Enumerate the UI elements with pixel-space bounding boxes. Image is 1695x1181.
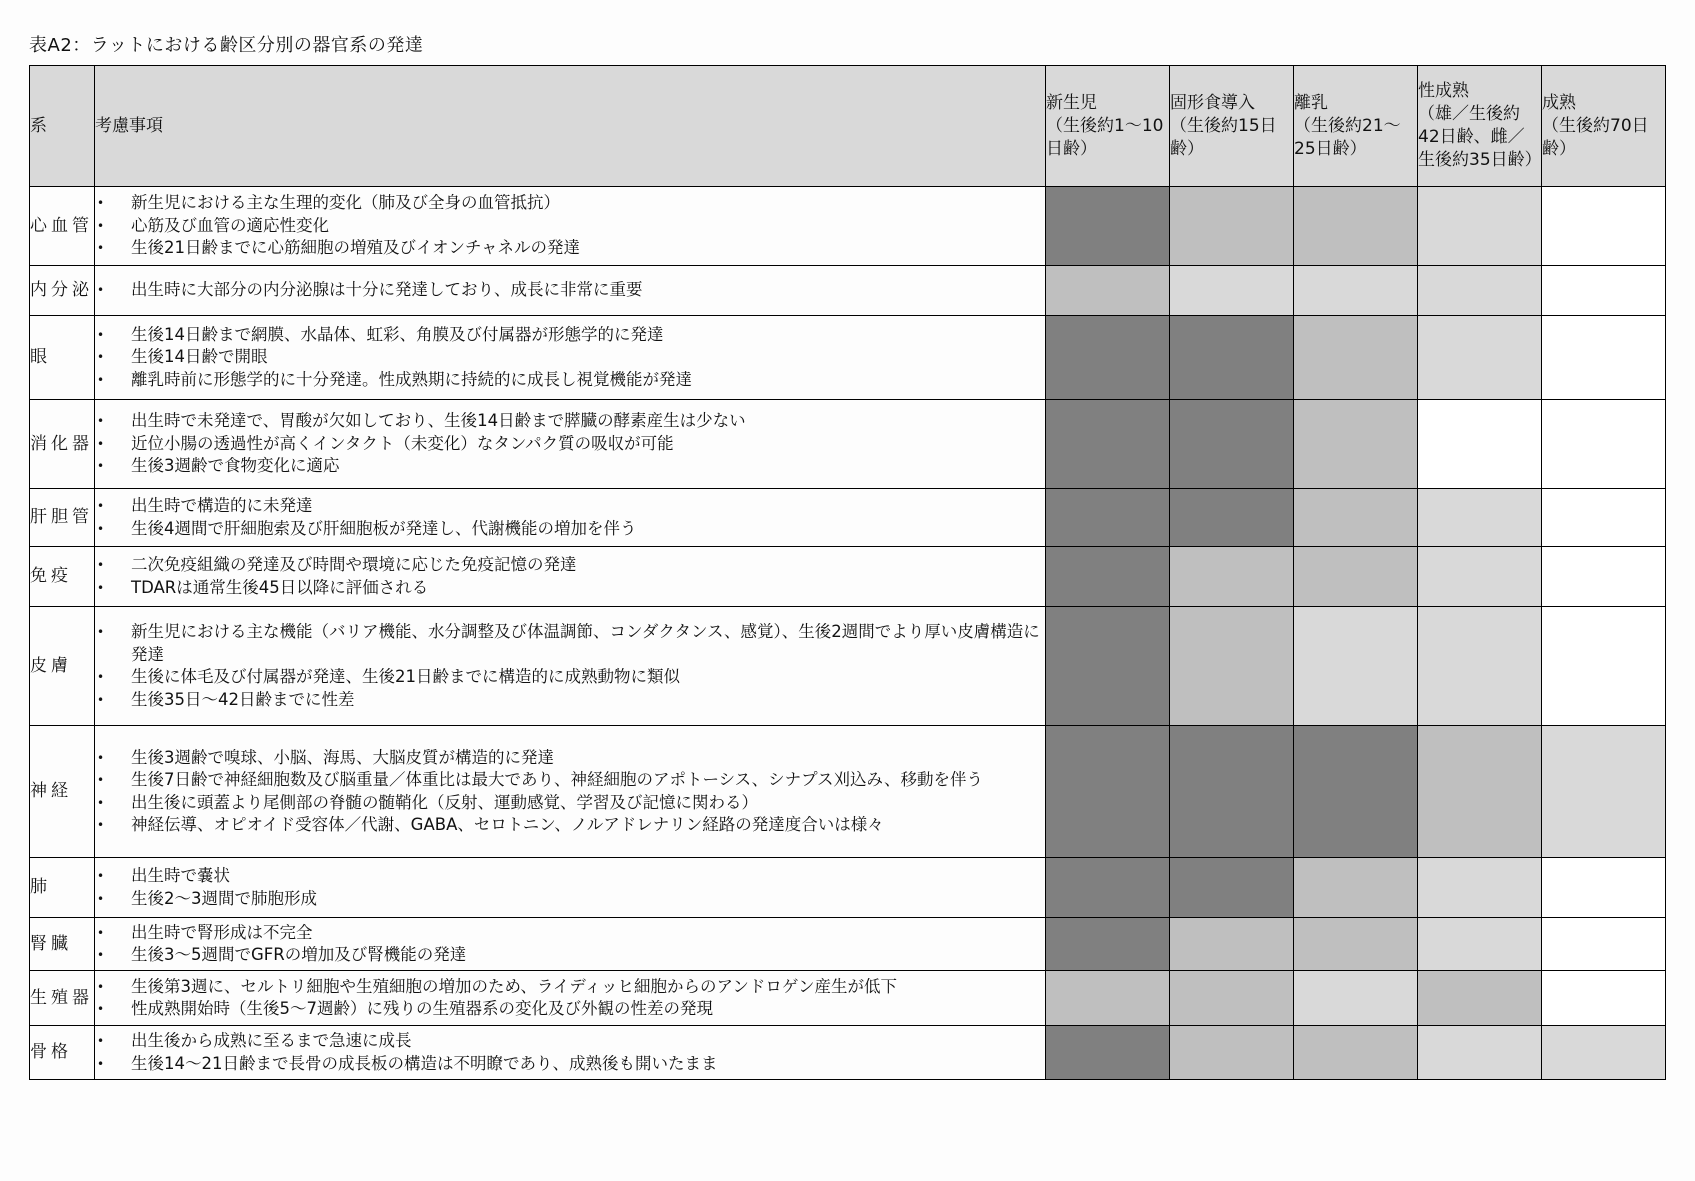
development-level-neonate bbox=[1046, 918, 1170, 971]
system-name: 骨格 bbox=[30, 1026, 95, 1080]
development-level-puberty bbox=[1418, 726, 1542, 858]
development-level-puberty bbox=[1418, 607, 1542, 726]
development-level-adult bbox=[1542, 489, 1666, 547]
header-stage-neonate bbox=[1046, 66, 1170, 187]
development-level-weaning bbox=[1294, 1026, 1418, 1080]
organ-development-table bbox=[29, 65, 1666, 1080]
stage-age: （雄／生後約42日齢、雌／生後約35日齢） bbox=[1418, 104, 1542, 170]
development-level-adult bbox=[1542, 187, 1666, 266]
development-level-solid-food bbox=[1170, 858, 1294, 918]
list-item: • 新生児における主な機能（バリア機能、水分調整及び体温調節、コンダクタンス、感覚）、生後2週間でより厚い皮膚構造に発達 bbox=[95, 621, 1045, 666]
header-row bbox=[30, 66, 1666, 187]
development-level-puberty bbox=[1418, 489, 1542, 547]
considerations-list bbox=[95, 495, 1045, 540]
stage-label: 新生児 bbox=[1046, 92, 1097, 113]
development-level-solid-food bbox=[1170, 400, 1294, 489]
table-row bbox=[30, 858, 1666, 918]
development-level-adult bbox=[1542, 1026, 1666, 1080]
development-level-neonate bbox=[1046, 547, 1170, 607]
development-level-puberty bbox=[1418, 918, 1542, 971]
considerations-list bbox=[95, 324, 1045, 392]
development-level-weaning bbox=[1294, 187, 1418, 266]
development-level-puberty bbox=[1418, 858, 1542, 918]
development-level-adult bbox=[1542, 726, 1666, 858]
considerations-list bbox=[95, 865, 1045, 910]
development-level-weaning bbox=[1294, 971, 1418, 1026]
stage-age: （生後約70日齢） bbox=[1542, 115, 1649, 159]
stage-label: 成熟 bbox=[1542, 92, 1576, 113]
development-level-neonate bbox=[1046, 266, 1170, 316]
list-item: • 新生児における主な生理的変化（肺及び全身の血管抵抗） bbox=[95, 192, 1045, 215]
development-level-neonate bbox=[1046, 607, 1170, 726]
list-item: • 生後21日齢までに心筋細胞の増殖及びイオンチャネルの発達 bbox=[95, 237, 1045, 260]
development-level-weaning bbox=[1294, 489, 1418, 547]
system-name: 心血管 bbox=[30, 187, 95, 266]
list-item: • 心筋及び血管の適応性変化 bbox=[95, 215, 1045, 238]
considerations-list bbox=[95, 554, 1045, 599]
table-row bbox=[30, 1026, 1666, 1080]
considerations-list bbox=[95, 747, 1045, 837]
list-item: • 出生後から成熟に至るまで急速に成長 bbox=[95, 1030, 1045, 1053]
considerations-list bbox=[95, 1030, 1045, 1075]
list-item: • 生後14日齢で開眼 bbox=[95, 346, 1045, 369]
header-considerations: 考慮事項 bbox=[95, 66, 1046, 187]
development-level-neonate bbox=[1046, 858, 1170, 918]
development-level-puberty bbox=[1418, 187, 1542, 266]
development-level-puberty bbox=[1418, 266, 1542, 316]
development-level-adult bbox=[1542, 971, 1666, 1026]
system-name: 神経 bbox=[30, 726, 95, 858]
list-item: • 生後3週齢で嗅球、小脳、海馬、大脳皮質が構造的に発達 bbox=[95, 747, 1045, 770]
considerations-list bbox=[95, 976, 1045, 1021]
considerations-list bbox=[95, 922, 1045, 967]
development-level-adult bbox=[1542, 316, 1666, 400]
development-level-solid-food bbox=[1170, 316, 1294, 400]
system-name: 消化器 bbox=[30, 400, 95, 489]
system-name: 腎臓 bbox=[30, 918, 95, 971]
considerations-cell bbox=[95, 489, 1046, 547]
list-item: • 生後35日〜42日齢までに性差 bbox=[95, 689, 1045, 712]
development-level-weaning bbox=[1294, 858, 1418, 918]
list-item: • 生後第3週に、セルトリ細胞や生殖細胞の増加のため、ライディッヒ細胞からのアンドロゲン産生が低下 bbox=[95, 976, 1045, 999]
table-row bbox=[30, 400, 1666, 489]
development-level-solid-food bbox=[1170, 187, 1294, 266]
considerations-cell bbox=[95, 316, 1046, 400]
considerations-cell bbox=[95, 1026, 1046, 1080]
development-level-solid-food bbox=[1170, 726, 1294, 858]
list-item: • 出生時で未発達で、胃酸が欠如しており、生後14日齢まで膵臓の酵素産生は少ない bbox=[95, 410, 1045, 433]
list-item: • 出生後に頭蓋より尾側部の脊髄の髄鞘化（反射、運動感覚、学習及び記憶に関わる） bbox=[95, 792, 1045, 815]
stage-age: （生後約21〜25日齢） bbox=[1294, 115, 1401, 159]
table-row bbox=[30, 971, 1666, 1026]
development-level-neonate bbox=[1046, 489, 1170, 547]
list-item: • 生後2〜3週間で肺胞形成 bbox=[95, 888, 1045, 911]
considerations-cell bbox=[95, 547, 1046, 607]
considerations-cell bbox=[95, 726, 1046, 858]
system-name: 皮膚 bbox=[30, 607, 95, 726]
development-level-neonate bbox=[1046, 726, 1170, 858]
development-level-adult bbox=[1542, 400, 1666, 489]
stage-age: （生後約15日齢） bbox=[1170, 115, 1277, 159]
development-level-neonate bbox=[1046, 400, 1170, 489]
development-level-solid-food bbox=[1170, 1026, 1294, 1080]
table-row bbox=[30, 266, 1666, 316]
list-item: • 生後3〜5週間でGFRの増加及び腎機能の発達 bbox=[95, 944, 1045, 967]
considerations-cell bbox=[95, 187, 1046, 266]
considerations-list bbox=[95, 279, 1045, 302]
system-name: 免疫 bbox=[30, 547, 95, 607]
list-item: • 神経伝導、オピオイド受容体／代謝、GABA、セロトニン、ノルアドレナリン経路の発達度合いは様々 bbox=[95, 814, 1045, 837]
table-body bbox=[30, 187, 1666, 1080]
list-item: • TDARは通常生後45日以降に評価される bbox=[95, 577, 1045, 600]
header-stage-puberty bbox=[1418, 66, 1542, 187]
system-name: 内分泌 bbox=[30, 266, 95, 316]
list-item: • 二次免疫組織の発達及び時間や環境に応じた免疫記憶の発達 bbox=[95, 554, 1045, 577]
development-level-solid-food bbox=[1170, 971, 1294, 1026]
table-row bbox=[30, 316, 1666, 400]
considerations-list bbox=[95, 621, 1045, 711]
development-level-adult bbox=[1542, 607, 1666, 726]
system-name: 眼 bbox=[30, 316, 95, 400]
development-level-weaning bbox=[1294, 726, 1418, 858]
considerations-cell bbox=[95, 400, 1046, 489]
considerations-cell bbox=[95, 918, 1046, 971]
considerations-list bbox=[95, 410, 1045, 478]
development-level-solid-food bbox=[1170, 918, 1294, 971]
development-level-adult bbox=[1542, 858, 1666, 918]
list-item: • 近位小腸の透過性が高くインタクト（未変化）なタンパク質の吸収が可能 bbox=[95, 433, 1045, 456]
development-level-puberty bbox=[1418, 316, 1542, 400]
system-name: 肝胆管 bbox=[30, 489, 95, 547]
header-stage-adult bbox=[1542, 66, 1666, 187]
development-level-weaning bbox=[1294, 400, 1418, 489]
development-level-puberty bbox=[1418, 400, 1542, 489]
table-row bbox=[30, 726, 1666, 858]
table-row bbox=[30, 187, 1666, 266]
development-level-adult bbox=[1542, 266, 1666, 316]
list-item: • 性成熟開始時（生後5〜7週齢）に残りの生殖器系の変化及び外観の性差の発現 bbox=[95, 998, 1045, 1021]
table-row bbox=[30, 547, 1666, 607]
development-level-puberty bbox=[1418, 971, 1542, 1026]
stage-label: 離乳 bbox=[1294, 92, 1328, 113]
list-item: • 生後に体毛及び付属器が発達、生後21日齢までに構造的に成熟動物に類似 bbox=[95, 666, 1045, 689]
development-level-neonate bbox=[1046, 187, 1170, 266]
development-level-weaning bbox=[1294, 547, 1418, 607]
development-level-weaning bbox=[1294, 607, 1418, 726]
development-level-adult bbox=[1542, 547, 1666, 607]
considerations-cell bbox=[95, 858, 1046, 918]
list-item: • 出生時で腎形成は不完全 bbox=[95, 922, 1045, 945]
development-level-solid-food bbox=[1170, 266, 1294, 316]
stage-label: 性成熟 bbox=[1418, 81, 1469, 101]
table-row bbox=[30, 607, 1666, 726]
list-item: • 生後7日齢で神経細胞数及び脳重量／体重比は最大であり、神経細胞のアポトーシス、シナプス刈込み、移動を伴う bbox=[95, 769, 1045, 792]
list-item: • 出生時で構造的に未発達 bbox=[95, 495, 1045, 518]
development-level-weaning bbox=[1294, 316, 1418, 400]
considerations-cell bbox=[95, 971, 1046, 1026]
list-item: • 生後14〜21日齢まで長骨の成長板の構造は不明瞭であり、成熟後も開いたまま bbox=[95, 1053, 1045, 1076]
considerations-cell bbox=[95, 607, 1046, 726]
list-item: • 生後3週齢で食物変化に適応 bbox=[95, 455, 1045, 478]
considerations-list bbox=[95, 192, 1045, 260]
list-item: • 離乳時前に形態学的に十分発達。性成熟期に持続的に成長し視覚機能が発達 bbox=[95, 369, 1045, 392]
list-item: • 生後14日齢まで網膜、水晶体、虹彩、角膜及び付属器が形態学的に発達 bbox=[95, 324, 1045, 347]
header-stage-weaning bbox=[1294, 66, 1418, 187]
stage-label: 固形食導入 bbox=[1170, 92, 1255, 113]
system-name: 肺 bbox=[30, 858, 95, 918]
table-row bbox=[30, 489, 1666, 547]
development-level-puberty bbox=[1418, 1026, 1542, 1080]
development-level-puberty bbox=[1418, 547, 1542, 607]
header-stage-solid-food bbox=[1170, 66, 1294, 187]
development-level-solid-food bbox=[1170, 547, 1294, 607]
list-item: • 生後4週間で肝細胞索及び肝細胞板が発達し、代謝機能の増加を伴う bbox=[95, 518, 1045, 541]
table-row bbox=[30, 918, 1666, 971]
development-level-weaning bbox=[1294, 918, 1418, 971]
list-item: • 出生時で嚢状 bbox=[95, 865, 1045, 888]
considerations-cell bbox=[95, 266, 1046, 316]
header-system: 系 bbox=[30, 66, 95, 187]
system-name: 生殖器 bbox=[30, 971, 95, 1026]
development-level-solid-food bbox=[1170, 607, 1294, 726]
development-level-neonate bbox=[1046, 316, 1170, 400]
list-item: • 出生時に大部分の内分泌腺は十分に発達しており、成長に非常に重要 bbox=[95, 279, 1045, 302]
development-level-adult bbox=[1542, 918, 1666, 971]
development-level-neonate bbox=[1046, 1026, 1170, 1080]
development-level-neonate bbox=[1046, 971, 1170, 1026]
development-level-weaning bbox=[1294, 266, 1418, 316]
development-level-solid-food bbox=[1170, 489, 1294, 547]
table-title: 表A2：ラットにおける齢区分別の器官系の発達 bbox=[29, 35, 424, 56]
stage-age: （生後約1〜10日齢） bbox=[1046, 115, 1164, 159]
